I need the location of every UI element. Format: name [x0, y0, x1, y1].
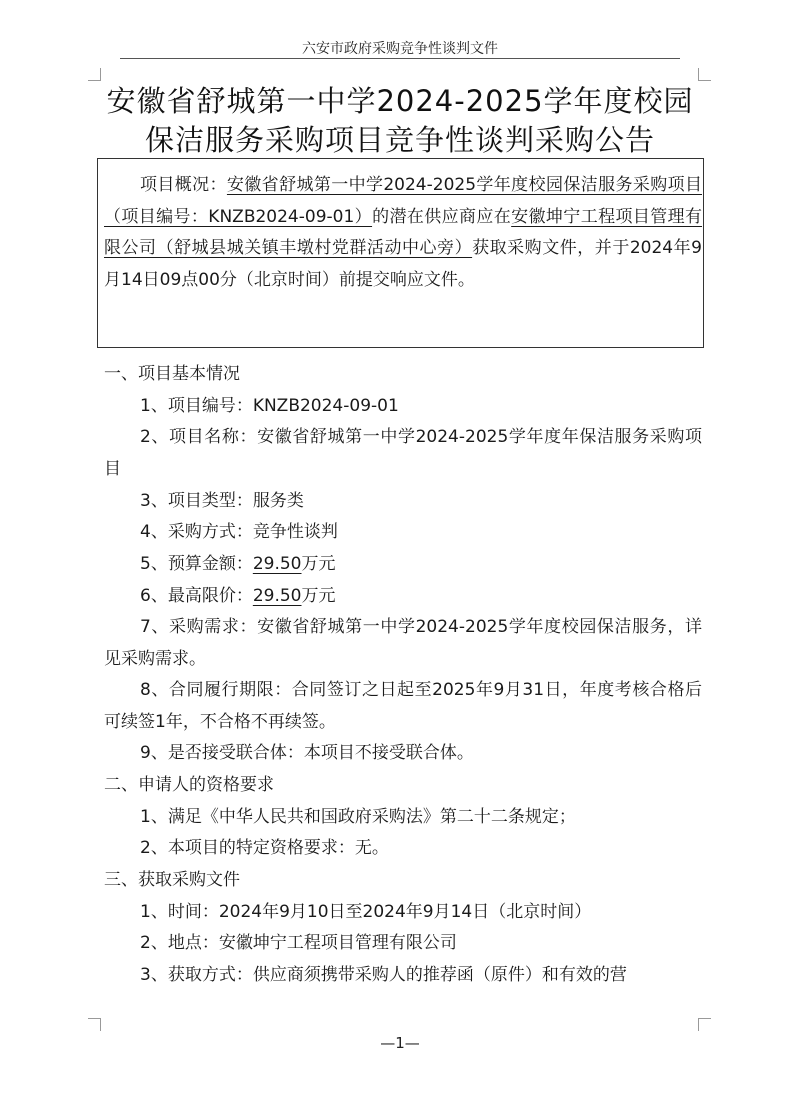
acquisition-method: 3、获取方式：供应商须携带采购人的推荐函（原件）和有效的营 [140, 965, 627, 985]
running-header: 六安市政府采购竞争性谈判文件 [302, 41, 498, 57]
section-1-heading: 一、项目基本情况 [104, 364, 240, 384]
consortium-acceptance: 9、是否接受联合体：本项目不接受联合体。 [140, 743, 474, 763]
project-type: 3、项目类型：服务类 [140, 491, 304, 511]
project-name: 2、项目名称：安徽省舒城第一中学2024-2025学年度年保洁服务采购项目 [104, 427, 702, 479]
crop-mark-bottom-right [698, 1018, 711, 1031]
title-line-1: 安徽省舒城第一中学2024-2025学年度校园 [106, 84, 694, 118]
summary-label: 项目概况： [140, 175, 227, 195]
max-price-label: 6、最高限价： [140, 586, 253, 606]
document-title [60, 82, 740, 160]
crop-mark-bottom-left [88, 1018, 101, 1031]
title-line-2: 保洁服务采购项目竞争性谈判采购公告 [144, 123, 655, 157]
procurement-requirement: 7、采购需求：安徽省舒城第一中学2024-2025学年度校园保洁服务，详见采购需求。 [104, 617, 702, 669]
summary-location: 安徽坤宁工程项目管理有限公司（舒城县城关镇丰墩村党群活动中心旁） [104, 206, 703, 258]
acquisition-time: 1、时间：2024年9月10日至2024年9月14日（北京时间） [140, 902, 592, 922]
section-3-heading: 三、获取采购文件 [104, 870, 240, 890]
budget-unit: 万元 [301, 554, 336, 574]
summary-tail: 获取采购文件，并于2024年9月14日09点00分（北京时间）前提交响应文件。 [104, 238, 702, 290]
qualification-specific: 2、本项目的特定资格要求：无。 [140, 838, 389, 858]
procurement-method: 4、采购方式：竞争性谈判 [140, 522, 338, 542]
project-number: 1、项目编号：KNZB2024-09-01 [140, 396, 399, 416]
acquisition-location: 2、地点：安徽坤宁工程项目管理有限公司 [140, 933, 457, 953]
max-price-unit: 万元 [301, 586, 336, 606]
budget-value: 29.50 [252, 554, 302, 574]
budget-amount [104, 549, 738, 581]
page-number: —1— [380, 1034, 420, 1052]
crop-mark-top-left [88, 68, 101, 81]
max-price [104, 581, 738, 613]
qualification-law: 1、满足《中华人民共和国政府采购法》第二十二条规定； [140, 807, 576, 827]
contract-period: 8、合同履行期限：合同签订之日起至2025年9月31日，年度考核合格后可续签1年，不合格不再续签。 [104, 680, 702, 732]
budget-label: 5、预算金额： [140, 554, 253, 574]
summary-mid: 的潜在供应商应在 [372, 206, 512, 227]
summary-paragraph [104, 170, 702, 296]
max-price-value: 29.50 [252, 586, 302, 606]
section-2-heading: 二、申请人的资格要求 [104, 775, 274, 795]
summary-project-name: 安徽省舒城第一中学2024-2025学年度校园保洁服务采购项目（项目编号：KNZB2024-09-01） [104, 175, 702, 227]
header-rule [120, 58, 680, 59]
crop-mark-top-right [698, 68, 711, 81]
